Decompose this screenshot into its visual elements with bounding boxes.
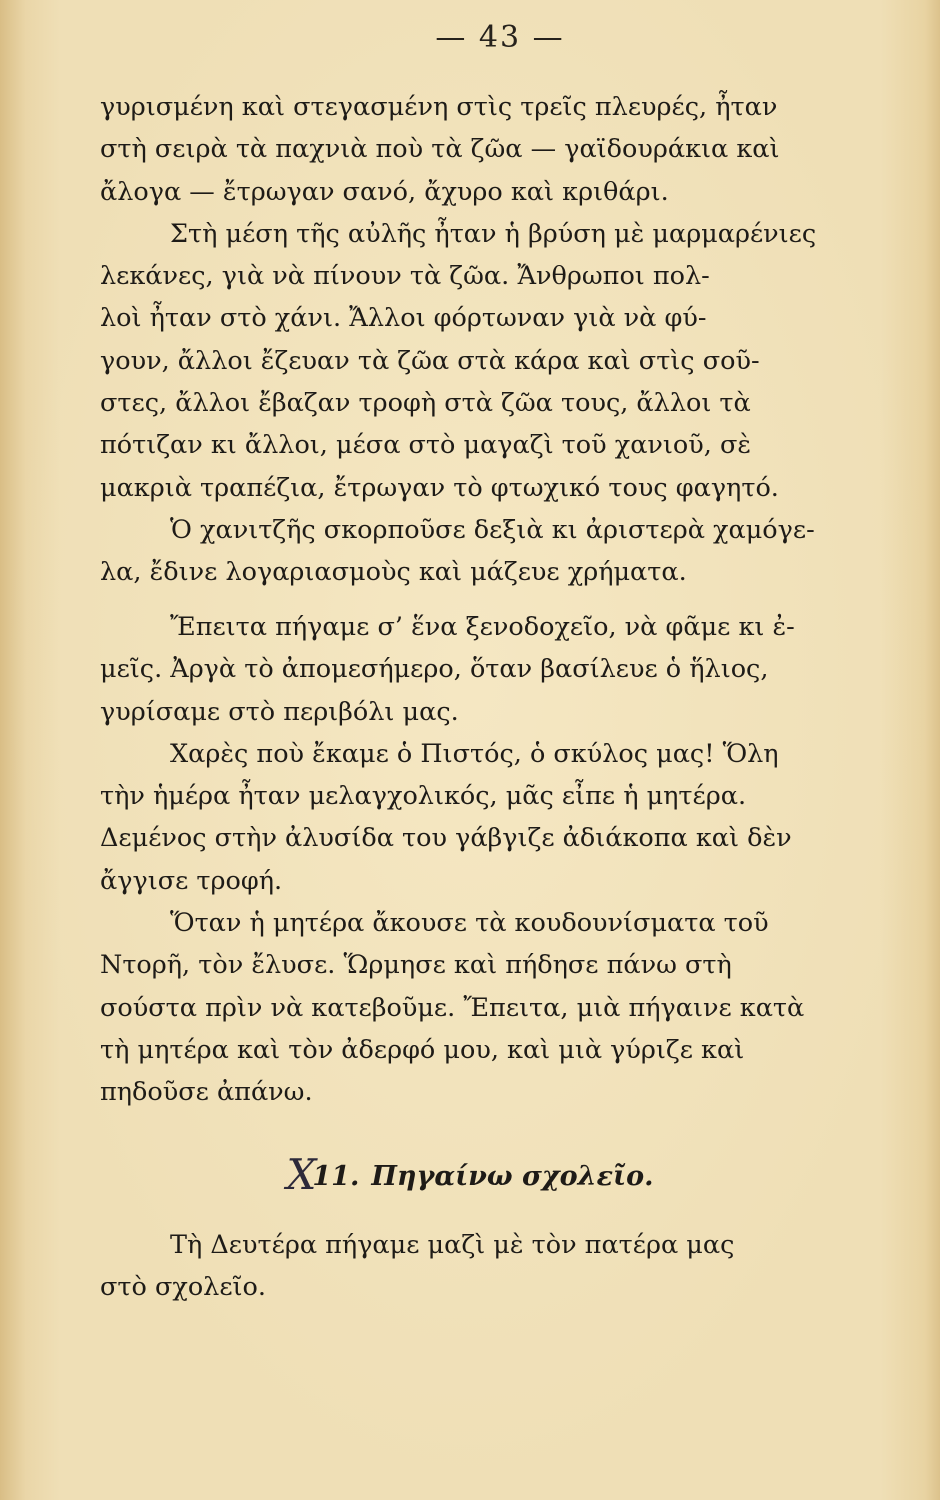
chapter-title: Πηγαίνω σχολεῖο. — [371, 1161, 654, 1192]
text-block-middle — [100, 606, 890, 1114]
text-line: μεῖς. Ἀργὰ τὸ ἀπομεσήμερο, ὅταν βασίλευε ὁ ἥλιος, — [100, 654, 769, 685]
text-line: Ἔπειτα πήγαμε σ’ ἕνα ξενοδοχεῖο, νὰ φᾶμε κι ἐ- — [170, 612, 795, 642]
text-line: τὴ μητέρα καὶ τὸν ἀδερφό μου, καὶ μιὰ γύριζε καὶ — [100, 1034, 745, 1065]
text-line: γουν, ἄλλοι ἔζευαν τὰ ζῶα στὰ κάρα καὶ στὶς σοῦ- — [100, 345, 760, 376]
text-line: στὴ σειρὰ τὰ παχνιὰ ποὺ τὰ ζῶα — γαϊδουράκια καὶ — [100, 134, 780, 165]
text-line: Στὴ μέση τῆς αὐλῆς ἦταν ἡ βρύση μὲ μαρμαρένιες — [170, 218, 817, 249]
text-line: Χαρὲς ποὺ ἔκαμε ὁ Πιστός, ὁ σκύλος μας! Ὅλη — [170, 738, 779, 769]
text-line: γυρισμένη καὶ στεγασμένη στὶς τρεῖς πλευρές, ἦταν — [100, 92, 778, 122]
chapter-number: 11. — [312, 1161, 360, 1192]
text-line: λεκάνες, γιὰ νὰ πίνουν τὰ ζῶα. Ἄνθρωποι πολ- — [100, 261, 710, 292]
text-line: ἄγγισε τροφή. — [100, 865, 283, 896]
page-number: — 43 — — [435, 20, 565, 55]
text-line: Τὴ Δευτέρα πήγαμε μαζὶ μὲ τὸν πατέρα μας — [170, 1230, 735, 1260]
text-line: λοὶ ἦταν στὸ χάνι. Ἄλλοι φόρτωναν γιὰ νὰ φύ- — [100, 303, 707, 334]
text-line: πηδοῦσε ἀπάνω. — [100, 1077, 313, 1108]
text-block-top — [100, 86, 890, 594]
text-line: Ντορῆ, τὸν ἔλυσε. Ὥρμησε καὶ πήδησε πάνω στὴ — [100, 950, 732, 981]
text-line: λα, ἔδινε λογαριασμοὺς καὶ μάζευε χρήματα. — [100, 557, 687, 588]
text-line: τὴν ἡμέρα ἦταν μελαγχολικός, μᾶς εἶπε ἡ μητέρα. — [100, 781, 747, 812]
text-line: Δεμένος στὴν ἀλυσίδα του γάβγιζε ἀδιάκοπα καὶ δὲν — [100, 823, 792, 854]
text-line: μακριὰ τραπέζια, ἔτρωγαν τὸ φτωχικό τους φαγητό. — [100, 472, 779, 503]
text-line: ἄλογα — ἔτρωγαν σανό, ἄχυρο καὶ κριθάρι. — [100, 176, 669, 207]
text-block-bottom — [100, 1224, 890, 1309]
text-line: γυρίσαμε στὸ περιβόλι μας. — [100, 696, 459, 727]
handwritten-mark: Χ — [286, 1150, 317, 1199]
text-line: στες, ἄλλοι ἔβαζαν τροφὴ στὰ ζῶα τους, ἄλλοι τὰ — [100, 388, 751, 419]
text-line: Ὁ χανιτζῆς σκορποῦσε δεξιὰ κι ἀριστερὰ χαμόγε- — [170, 514, 815, 545]
text-line: σούστα πρὶν νὰ κατεβοῦμε. Ἔπειτα, μιὰ πήγαινε κατὰ — [100, 992, 805, 1023]
chapter-heading — [0, 1150, 940, 1200]
text-line: Ὅταν ἡ μητέρα ἄκουσε τὰ κουδουνίσματα τοῦ — [170, 908, 769, 939]
text-line: στὸ σχολεῖο. — [100, 1272, 267, 1303]
text-line: πότιζαν κι ἄλλοι, μέσα στὸ μαγαζὶ τοῦ χανιοῦ, σὲ — [100, 430, 752, 461]
